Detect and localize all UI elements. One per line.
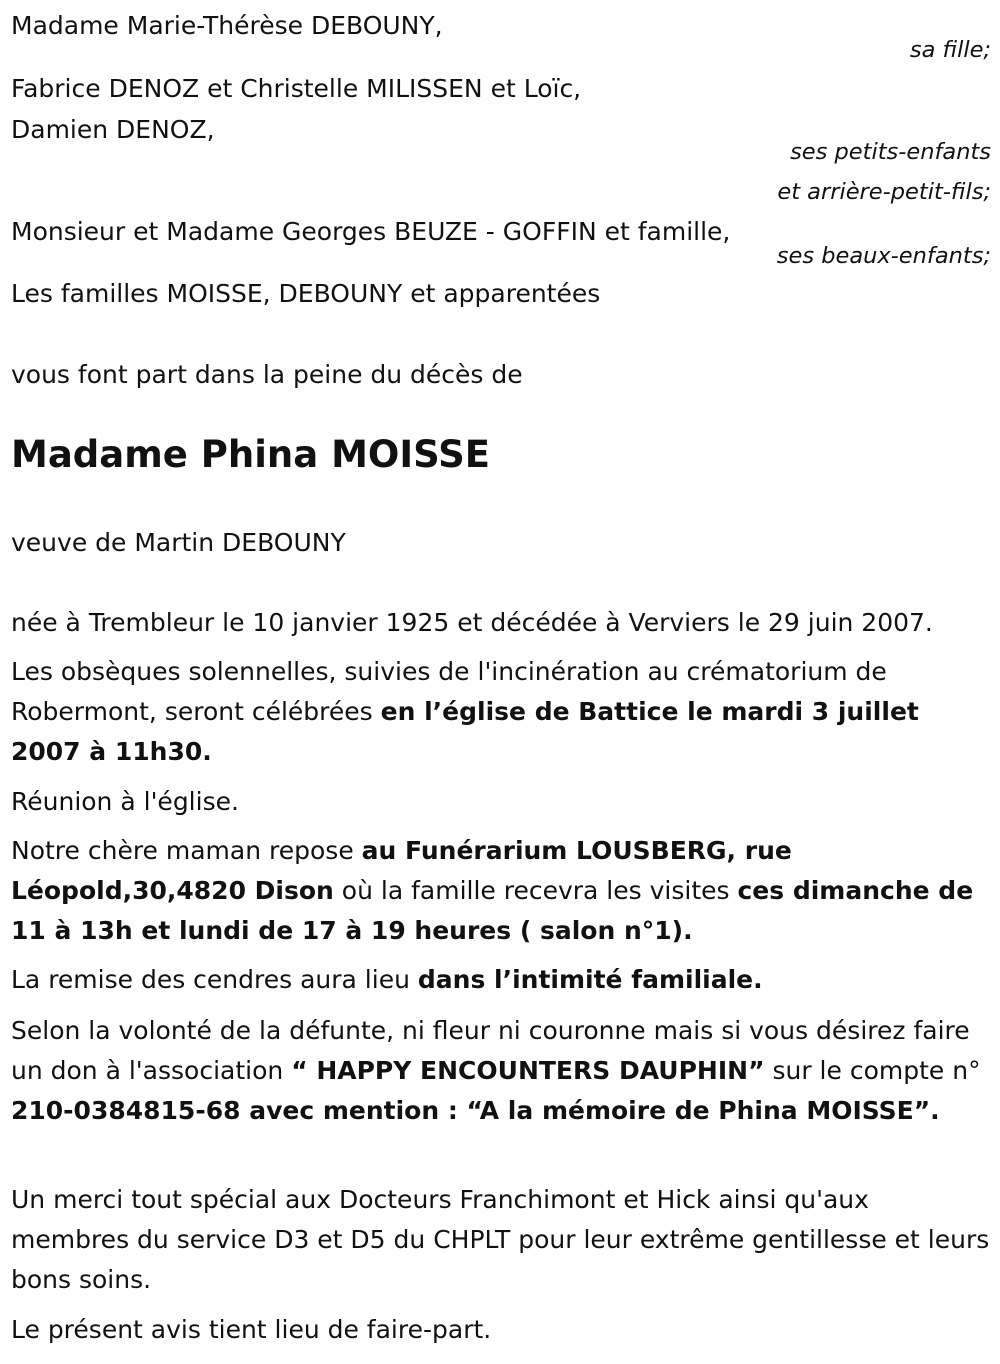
ashes-paragraph: La remise des cendres aura lieu dans l’intimité familiale.	[11, 965, 763, 994]
funeral-paragraph: Les obsèques solennelles, suivies de l'incinération au crématorium de Robermont, seront célébrées en l’église de Battice le mardi 3 juillet 2007 à 11h30.	[11, 657, 919, 766]
role-grandchildren: ses petits-enfants	[790, 139, 991, 165]
role-in-laws: ses beaux-enfants;	[776, 243, 991, 269]
deceased-name: Madame Phina MOISSE	[11, 433, 491, 476]
notice-paragraph: Le présent avis tient lieu de faire-part.	[11, 1315, 492, 1344]
meeting-paragraph: Réunion à l'église.	[11, 787, 239, 816]
family-grandchildren-1: Fabrice DENOZ et Christelle MILISSEN et Loïc,	[11, 74, 582, 103]
role-great-grandson: et arrière-petit-fils;	[777, 179, 991, 205]
announcement-text: vous font part dans la peine du décès de	[11, 360, 523, 389]
role-daughter: sa fille;	[909, 37, 991, 63]
family-grandchildren-2: Damien DENOZ,	[11, 115, 215, 144]
widow-of: veuve de Martin DEBOUNY	[11, 528, 346, 557]
family-daughter: Madame Marie-Thérèse DEBOUNY,	[11, 11, 443, 40]
family-in-laws: Monsieur et Madame Georges BEUZE - GOFFIN et famille,	[11, 217, 731, 246]
donation-paragraph: Selon la volonté de la défunte, ni fleur ni couronne mais si vous désirez faire un don à l'association “ HAPPY ENCOUNTERS DAUPHIN” sur le compte n° 210-0384815-68 avec mention : “A la mémoire de Phina MOISSE”.	[11, 1016, 981, 1125]
repose-paragraph: Notre chère maman repose au Funérarium LOUSBERG, rue Léopold,30,4820 Dison où la famille recevra les visites ces dimanche de 11 à 13h et lundi de 17 à 19 heures ( salon n°1).	[11, 836, 974, 945]
thanks-paragraph: Un merci tout spécial aux Docteurs Franchimont et Hick ainsi qu'aux membres du service D3 et D5 du CHPLT pour leur extrême gentillesse et leurs bons soins.	[11, 1185, 990, 1294]
family-relatives: Les familles MOISSE, DEBOUNY et apparentées	[11, 279, 601, 308]
birth-death: née à Trembleur le 10 janvier 1925 et décédée à Verviers le 29 juin 2007.	[11, 608, 933, 637]
